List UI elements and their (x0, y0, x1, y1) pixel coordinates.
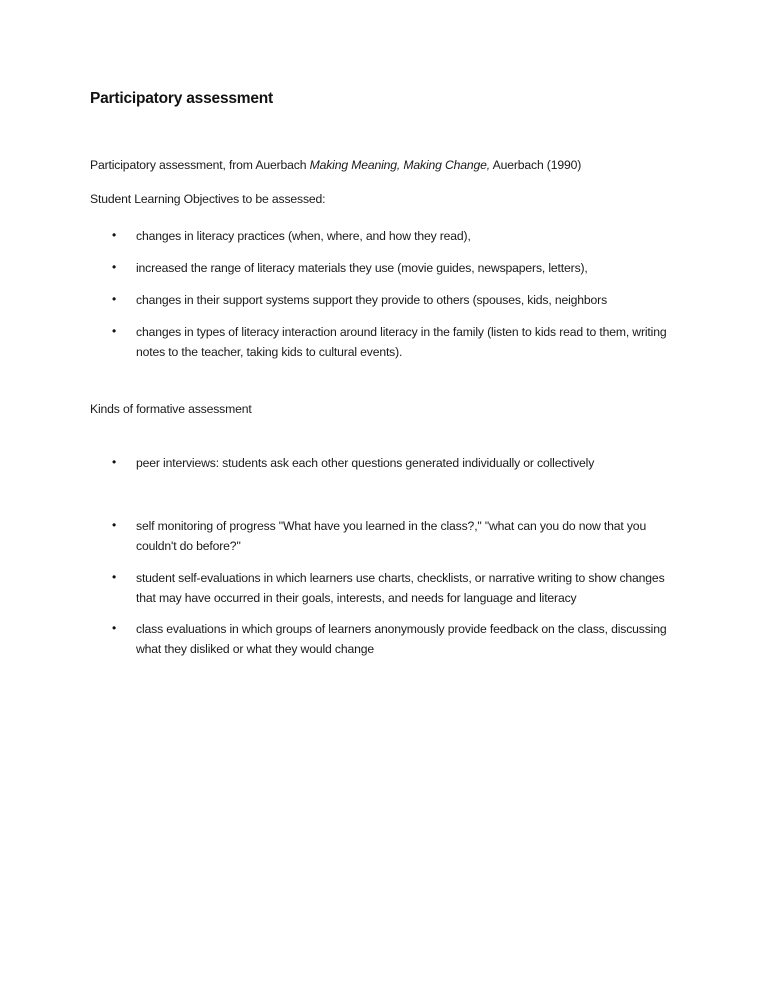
page-title: Participatory assessment (90, 90, 274, 107)
book-title: Making Meaning, Making Change, (309, 158, 491, 172)
bullet-icon: • (112, 260, 117, 274)
formative-item: peer interviews: students ask each other questions generated individually or collectively (136, 456, 595, 470)
formative-heading: Kinds of formative assessment (90, 402, 252, 416)
objective-item: increased the range of literacy materials they use (movie guides, newspapers, letters), (136, 261, 588, 275)
formative-item: class evaluations in which groups of learners anonymously provide feedback on the class, discussing what they disliked or what they would change (136, 622, 667, 656)
bullet-icon: • (112, 292, 117, 306)
bullet-icon: • (112, 621, 117, 635)
intro-prefix: Participatory assessment, from Auerbach (90, 158, 310, 172)
bullet-icon: • (112, 570, 117, 584)
intro-suffix: Auerbach (1990) (490, 158, 582, 172)
intro-paragraph (90, 158, 581, 172)
objective-item: changes in their support systems support they provide to others (spouses, kids, neighbors (136, 293, 608, 307)
bullet-icon: • (112, 324, 117, 338)
bullet-icon: • (112, 228, 117, 242)
formative-item: student self-evaluations in which learners use charts, checklists, or narrative writing to show changes that may have occurred in their goals, interests, and needs for language and literacy (136, 571, 665, 605)
objective-item: changes in types of literacy interaction around literacy in the family (listen to kids read to them, writing notes to the teacher, taking kids to cultural events). (136, 325, 667, 359)
bullet-icon: • (112, 518, 117, 532)
formative-item: self monitoring of progress "What have you learned in the class?," "what can you do now that you couldn't do before?" (136, 519, 647, 553)
objective-item: changes in literacy practices (when, where, and how they read), (136, 229, 471, 243)
objectives-heading: Student Learning Objectives to be assessed: (90, 192, 326, 206)
bullet-icon: • (112, 455, 117, 469)
